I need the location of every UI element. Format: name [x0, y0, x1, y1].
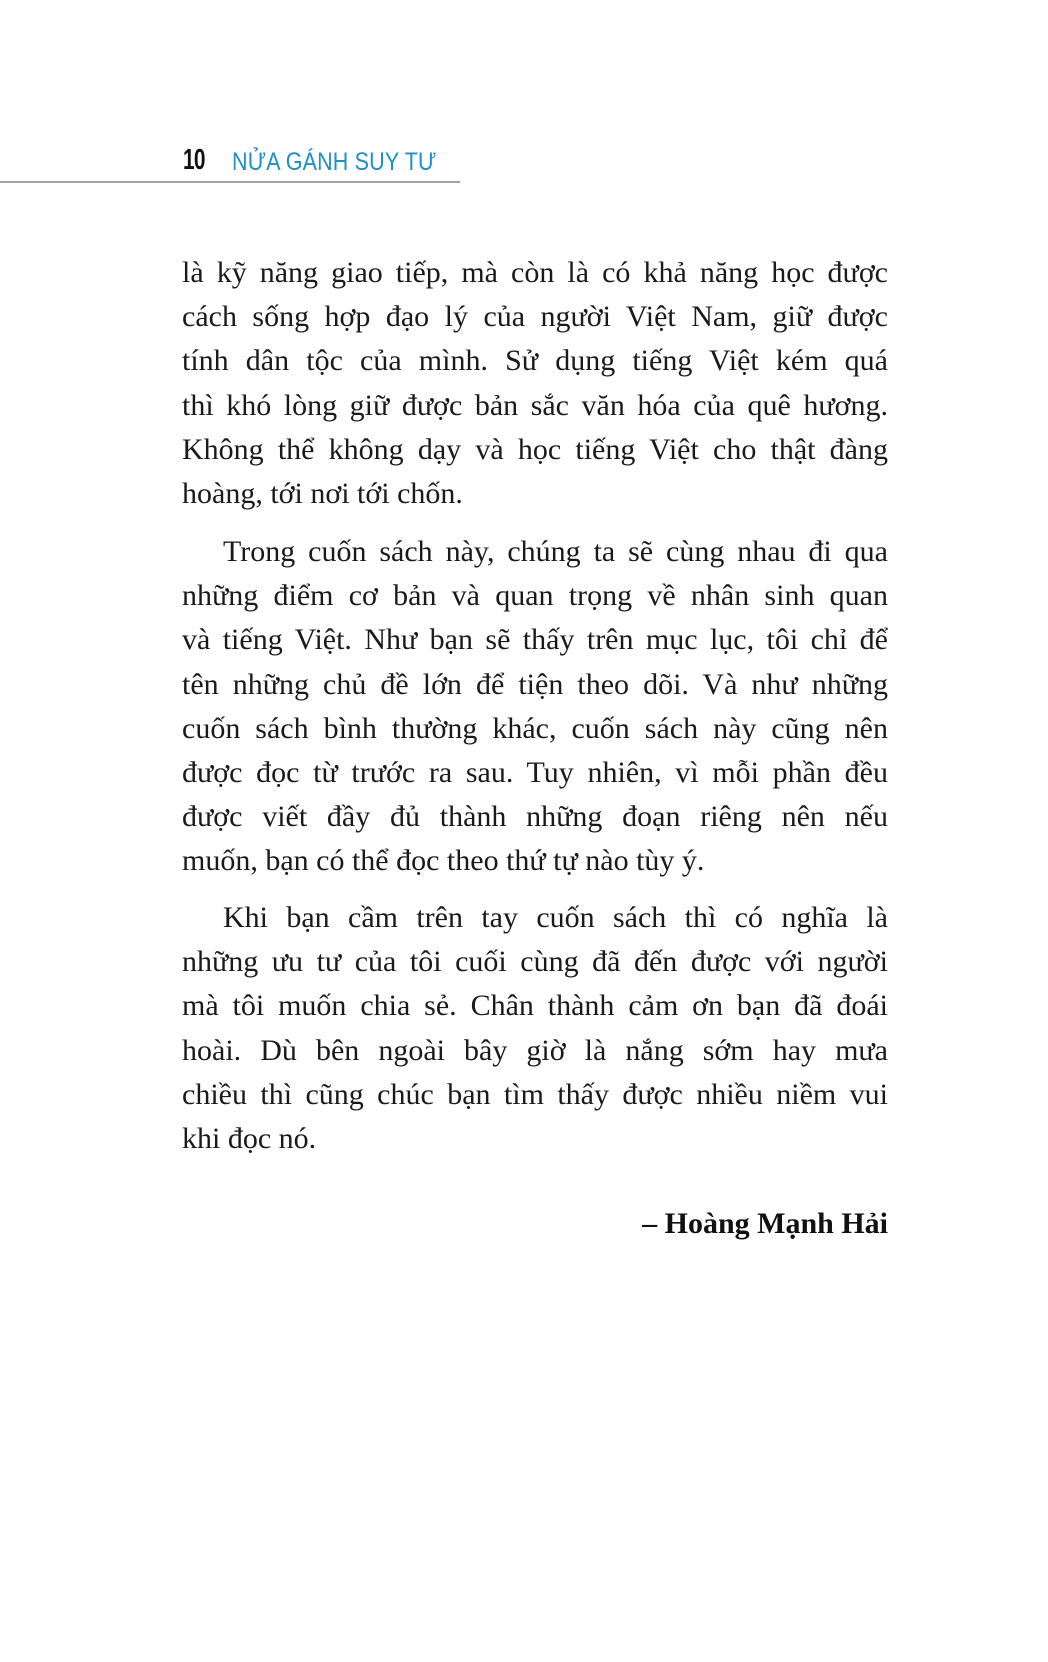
header-rule-divider [0, 181, 460, 183]
book-title: NỬA GÁNH SUY TƯ [232, 148, 437, 176]
text-line: hoàng, tới nơi tới chốn. [182, 477, 463, 510]
text-line: những ưu tư của tôi cuối cùng đã đến được với người [182, 945, 888, 978]
text-line: được viết đầy đủ thành những đoạn riêng nên nếu [182, 800, 888, 833]
text-line: được đọc từ trước ra sau. Tuy nhiên, vì mỗi phần đều [182, 756, 888, 789]
text-line: thì khó lòng giữ được bản sắc văn hóa của quê hương. [182, 389, 888, 422]
page-number: 10 [183, 144, 205, 176]
text-line: muốn, bạn có thể đọc theo thứ tự nào tùy ý. [182, 844, 705, 877]
text-line: hoài. Dù bên ngoài bây giờ là nắng sớm hay mưa [182, 1034, 888, 1067]
text-line: Khi bạn cầm trên tay cuốn sách thì có nghĩa là [223, 901, 888, 934]
text-line: chiều thì cũng chúc bạn tìm thấy được nhiều niềm vui [182, 1078, 888, 1111]
text-line: mà tôi muốn chia sẻ. Chân thành cảm ơn bạn đã đoái [182, 989, 888, 1022]
text-line: Không thể không dạy và học tiếng Việt cho thật đàng [182, 433, 888, 466]
author-signature: – Hoàng Mạnh Hải [642, 1207, 888, 1240]
text-line: những điểm cơ bản và quan trọng về nhân sinh quan [182, 579, 888, 612]
text-line: tên những chủ đề lớn để tiện theo dõi. Và như những [182, 668, 888, 701]
text-line: cách sống hợp đạo lý của người Việt Nam, giữ được [182, 300, 888, 333]
text-line: khi đọc nó. [182, 1122, 317, 1155]
text-line: tính dân tộc của mình. Sử dụng tiếng Việt kém quá [182, 344, 888, 377]
text-line: Trong cuốn sách này, chúng ta sẽ cùng nhau đi qua [223, 535, 888, 568]
text-line: và tiếng Việt. Như bạn sẽ thấy trên mục lục, tôi chỉ để [182, 623, 888, 656]
text-line: là kỹ năng giao tiếp, mà còn là có khả năng học được [182, 256, 888, 289]
text-line: cuốn sách bình thường khác, cuốn sách này cũng nên [182, 712, 888, 745]
